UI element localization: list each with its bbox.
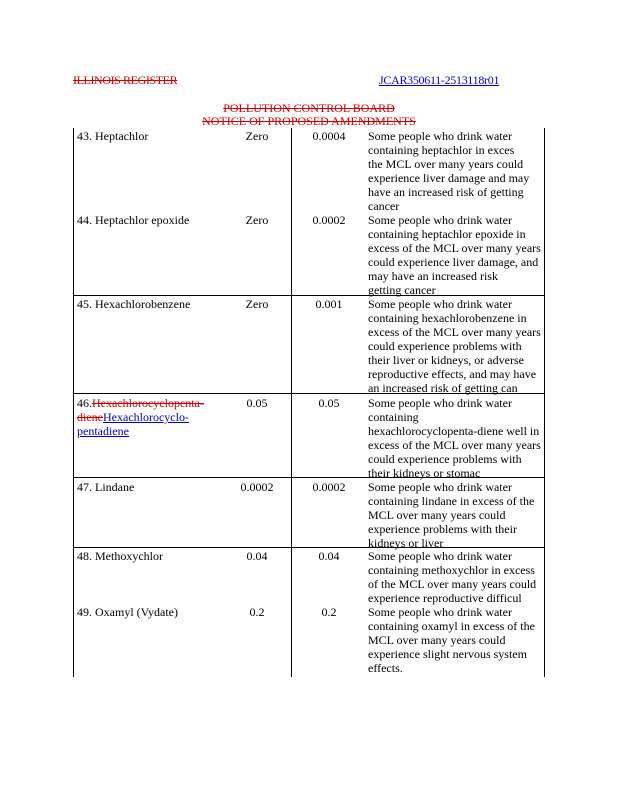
effect-line: containing heptachlor in exces [368,143,515,157]
mclg-value: 0.0002 [240,480,274,494]
mcl-value: 0.001 [315,297,343,311]
health-effect [368,129,560,213]
health-effect [368,297,560,395]
effect-line: excess of the MCL over many years [368,241,541,255]
effect-line: Some people who drink water [368,549,512,563]
deleted-name: Hexachlorocyclopenta-diene [77,396,204,424]
table-left-border [73,128,74,677]
effect-line: kidneys or liver [368,536,444,550]
effect-line: experience liver damage and may [368,171,530,185]
board-title: POLLUTION CONTROL BOARD [223,101,395,115]
health-effect [368,213,560,297]
effect-line: getting cancer [368,283,436,297]
effect-line: experience problems with their [368,522,517,536]
effect-line: containing hexachlorobenzene in [368,311,527,325]
effect-line: MCL over many years could [368,633,506,647]
contaminant-name [77,396,227,438]
mclg-value: 0.2 [249,605,265,619]
contaminant-name: 43. Heptachlor [77,129,149,143]
mcl-value: 0.0002 [312,213,346,227]
mcl-value: 0.0002 [312,480,346,494]
effect-line: have an increased risk of getting [368,185,524,199]
effect-line: excess of the MCL over many years [368,325,541,339]
effect-line: hexachlorocyclopenta-diene well in [368,424,540,438]
effect-line: an increased risk of getting can [368,381,518,395]
inserted-name: Hexachlorocyclo-pentadiene [77,410,189,438]
mcl-value: 0.05 [318,396,340,410]
mclg-value: Zero [245,213,269,227]
effect-line: could experience liver damage, and [368,255,539,269]
docket-number[interactable]: JCAR350611-2513118r01 [379,73,500,87]
effect-line: their kidneys or stomac [368,466,481,480]
effect-line: Some people who drink water [368,605,512,619]
effect-line: could experience problems with [368,339,522,353]
effect-line: the MCL over many years could [368,157,524,171]
effect-line: MCL over many years could [368,508,506,522]
contaminant-name: 49. Oxamyl (Vydate) [77,605,178,619]
health-effect [368,549,560,605]
mclg-value: 0.05 [246,396,268,410]
health-effect [368,480,560,550]
effect-line: containing heptachlor epoxide in [368,227,526,241]
effect-line: excess of the MCL over many years [368,438,541,452]
contaminant-name: 45. Hexachlorobenzene [77,297,191,311]
health-effect [368,396,560,480]
effect-line: containing oxamyl in excess of the [368,619,535,633]
effect-line: experience reproductive difficul [368,591,522,605]
notice-title: NOTICE OF PROPOSED AMENDMENTS [202,114,416,128]
effect-line: Some people who drink water [368,396,512,410]
effect-line: may have an increased risk [368,269,498,283]
effect-line: cancer [368,199,400,213]
effect-line: their liver or kidneys, or adverse [368,353,524,367]
effect-line: containing lindane in excess of the [368,494,535,508]
row-number: 46. [77,396,92,410]
mclg-value: Zero [245,129,269,143]
mclg-value: Zero [245,297,269,311]
table-column-divider [291,128,292,677]
health-effect [368,605,560,675]
effect-line: containing [368,410,419,424]
mcl-value: 0.04 [318,549,340,563]
mclg-value: 0.04 [246,549,268,563]
register-header: ILLINOIS REGISTER [73,73,178,87]
mcl-value: 0.2 [321,605,337,619]
effect-line: effects. [368,661,403,675]
effect-line: experience slight nervous system [368,647,527,661]
contaminant-name: 47. Lindane [77,480,135,494]
contaminant-name: 48. Methoxychlor [77,549,163,563]
effect-line: of the MCL over many years could [368,577,537,591]
effect-line: reproductive effects, and may have [368,367,537,381]
effect-line: could experience problems with [368,452,522,466]
mcl-value: 0.0004 [312,129,346,143]
effect-line: Some people who drink water [368,297,512,311]
contaminant-name: 44. Heptachlor epoxide [77,213,190,227]
effect-line: Some people who drink water [368,129,512,143]
effect-line: containing methoxychlor in excess [368,563,535,577]
effect-line: Some people who drink water [368,480,512,494]
effect-line: Some people who drink water [368,213,512,227]
contaminant-table [73,128,545,677]
